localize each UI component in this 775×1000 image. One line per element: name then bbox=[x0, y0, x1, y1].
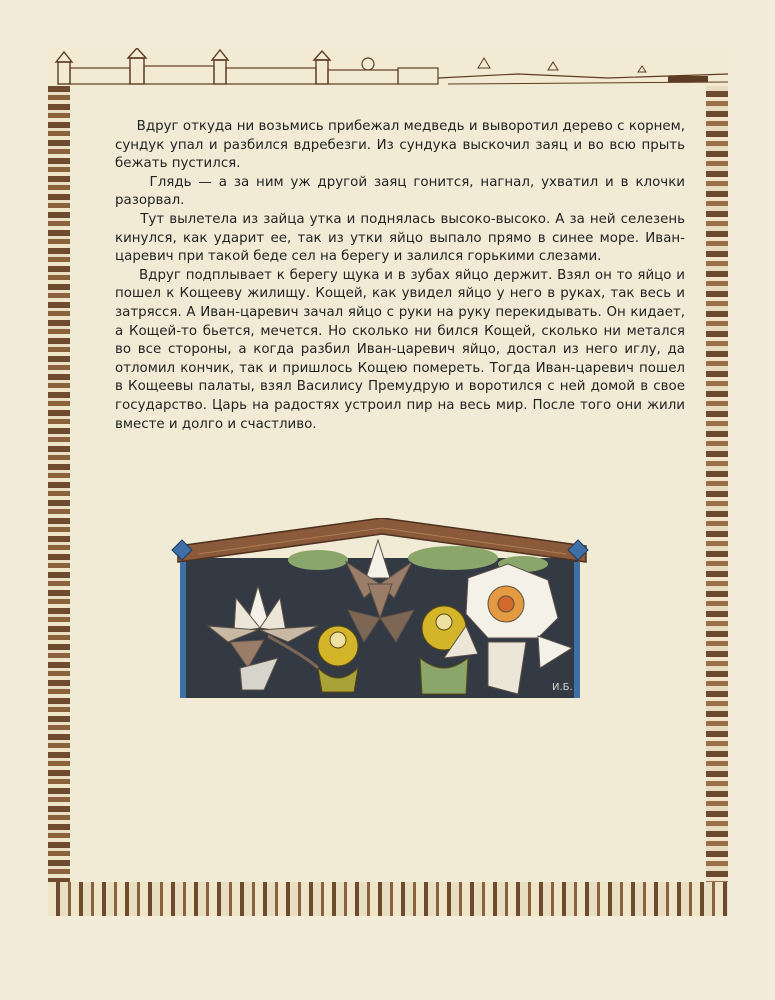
water-lilies-illustration bbox=[168, 518, 596, 700]
paragraph: Тут вылетела из зайца утка и поднялась высоко-высоко. А за ней селезень кинулся, как ударит ее, так из утки яйцо выпало прямо в синее море. Иван-царевич при такой беде сел на берегу и залился горькими слезами. bbox=[115, 211, 685, 265]
right-border-ornament bbox=[706, 86, 728, 882]
bottom-border-ornament bbox=[48, 882, 728, 916]
paragraph: Вдруг откуда ни возьмись прибежал медведь и выворотил дерево с корнем, сундук упал и разбился вдребезги. Из сундука выскочил заяц и во всю прыть бежать пустился. bbox=[115, 119, 685, 172]
story-text bbox=[115, 118, 685, 434]
paragraph: Вдруг подплывает к берегу щука и в зубах яйцо держит. Взял он то яйцо и пошел к Кощееву жилищу. Кощей, как увидел яйцо у него в руках, так весь и затрясся. А Иван-царевич зачал яйцо с руки на руку перекидывать. Он кидает, а Кощей-то бьется, мечется. Но сколько ни бился Кощей, сколько ни метался во все стороны, а когда разбил Иван-царевич яйцо, достал из него иглу, да отломил кончик, так и пришлось Кощею помереть. Тогда Иван-царевич пошел в Кощеевы палаты, взял Василису Премудрую и воротился с ней домой в свое государство. Царь на радостях устроил пир на весь мир. После того они жили вместе и долго и счастливо. bbox=[115, 267, 685, 432]
paragraph: Глядь — а за ним уж другой заяц гонится, нагнал, ухватил и в клочки разорвал. bbox=[115, 174, 685, 209]
city-panorama-icon bbox=[48, 48, 728, 86]
monogram: И.Б. bbox=[552, 682, 573, 693]
top-border-city-panorama bbox=[48, 48, 728, 88]
left-border-ornament bbox=[48, 86, 70, 882]
water-lily-icon bbox=[168, 518, 596, 700]
